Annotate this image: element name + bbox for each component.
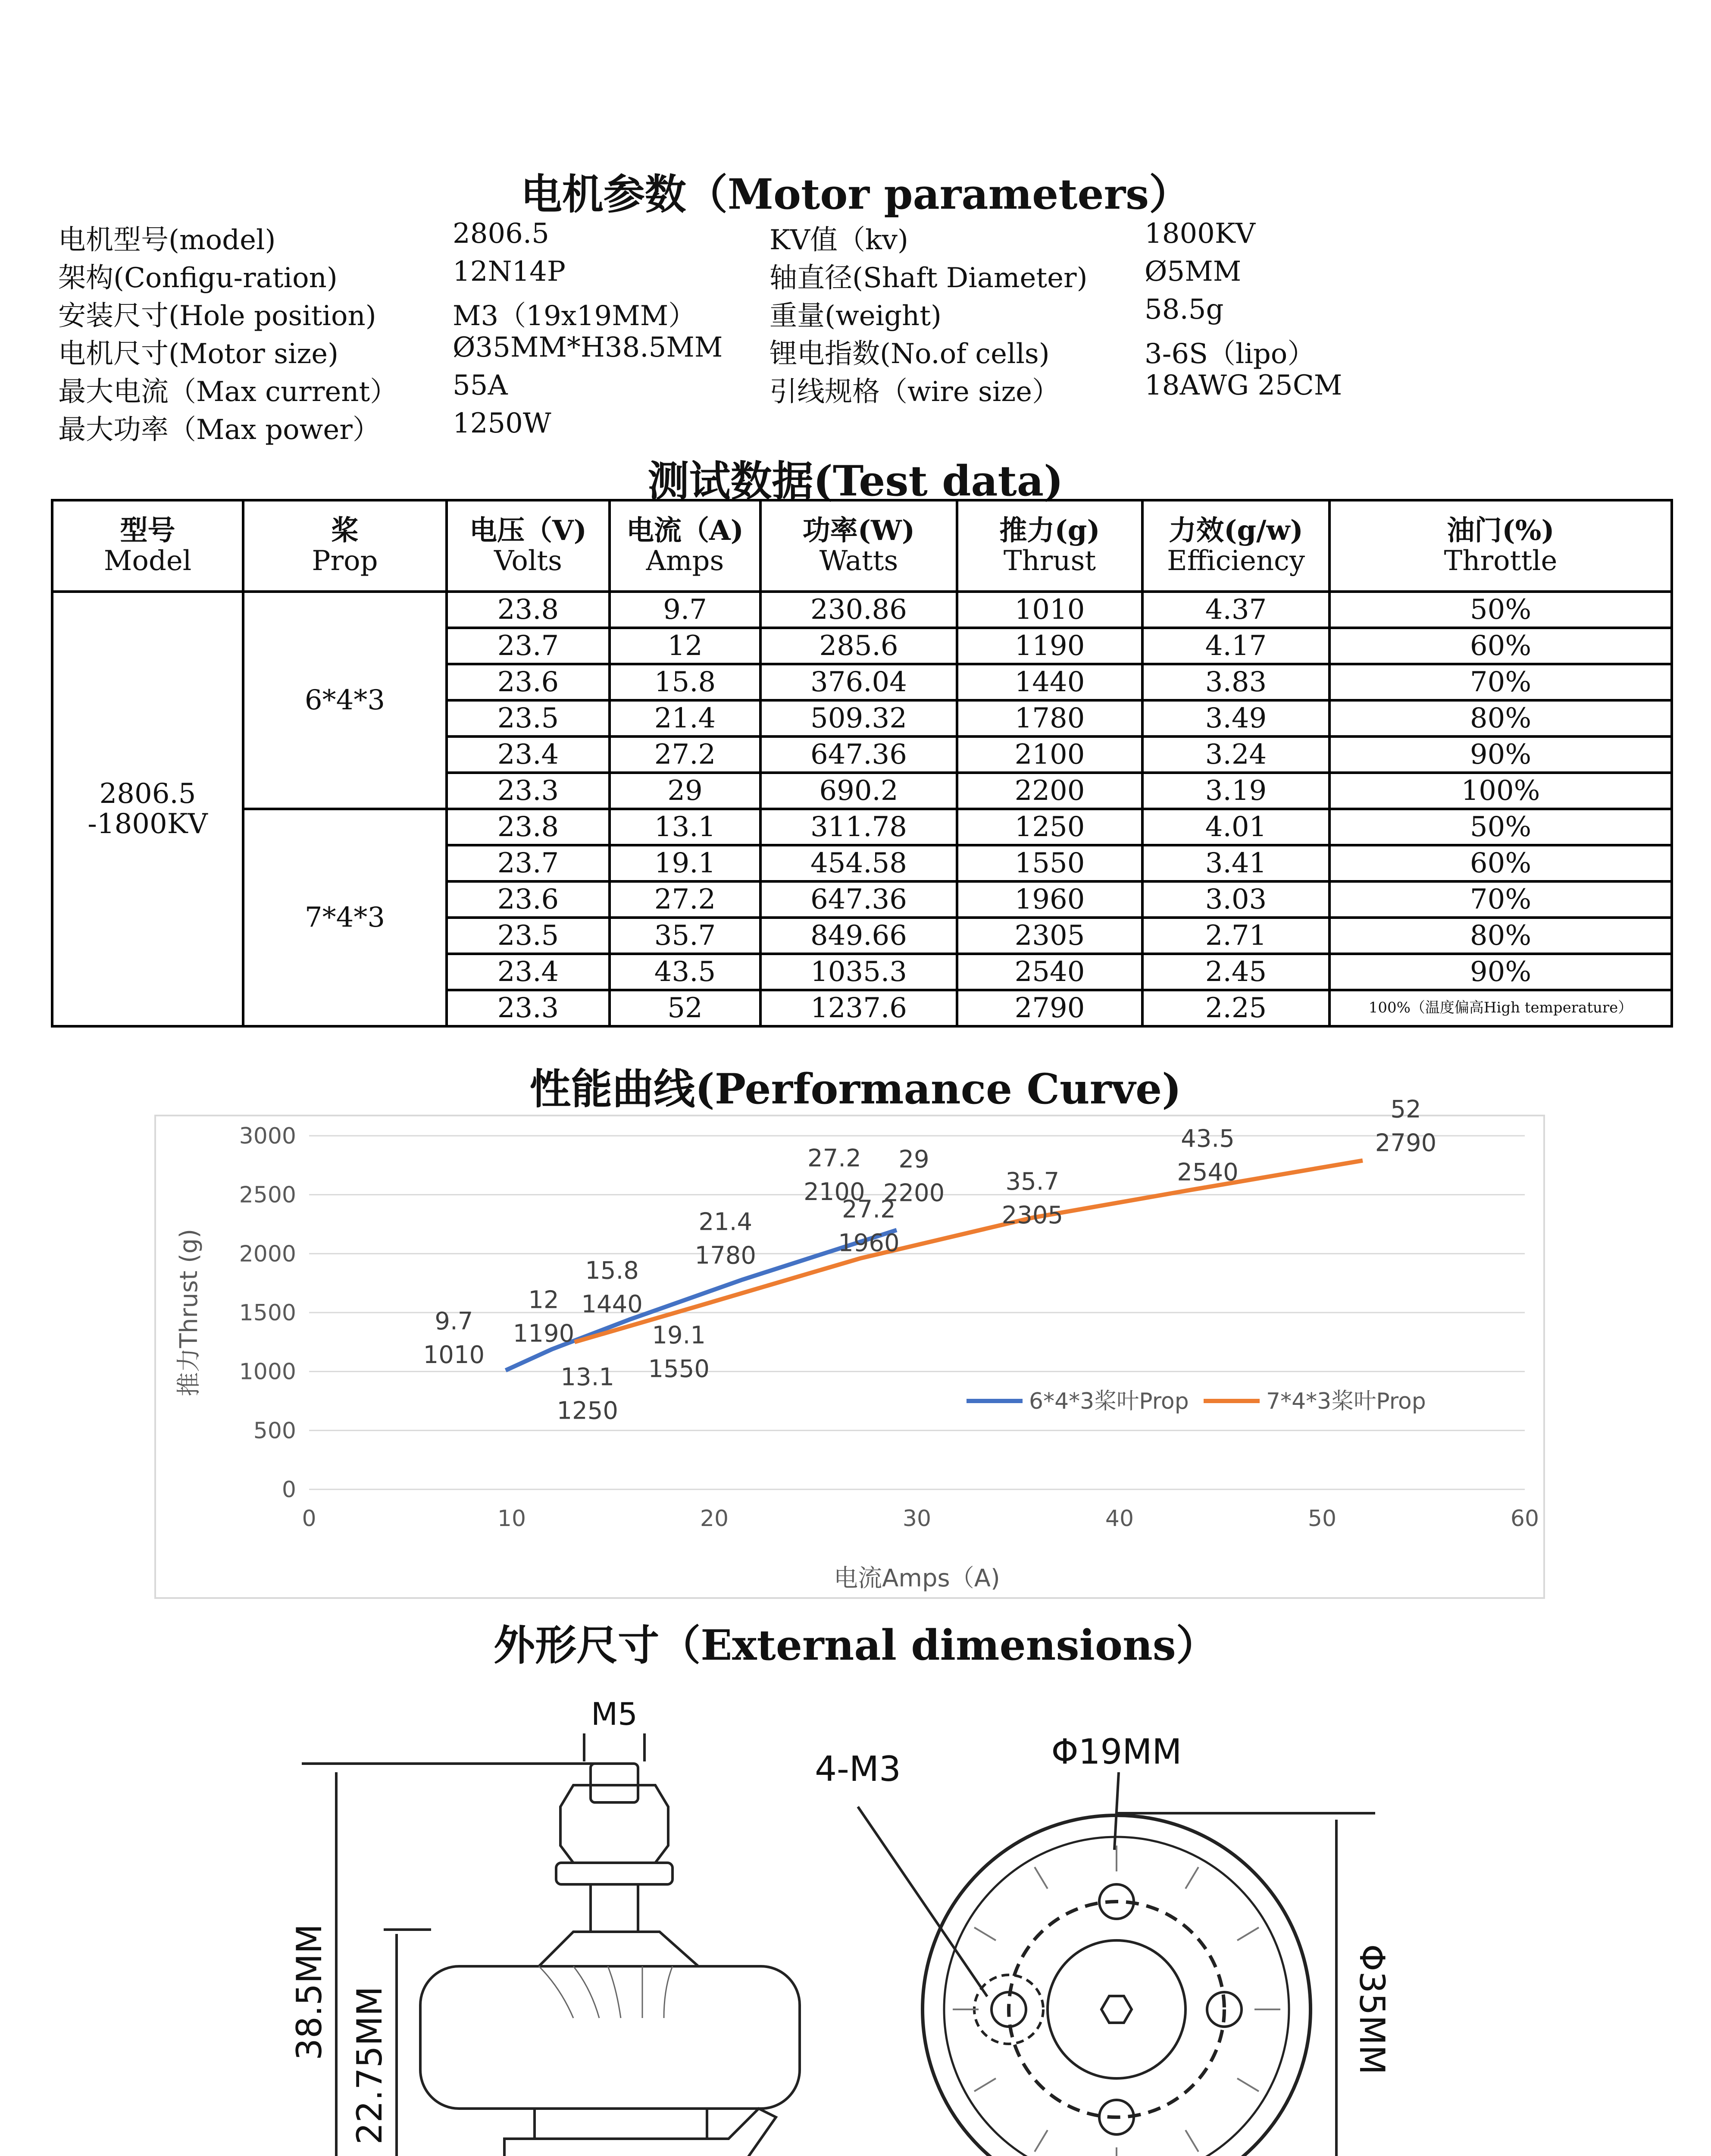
watts-cell: 647.36 [760, 736, 957, 773]
motor-side-view-fins [539, 1966, 673, 2018]
diameter-label: Φ35MM [1352, 1944, 1392, 2075]
data-label-thrust: 1960 [838, 1229, 900, 1257]
shaft-hex [1101, 1996, 1132, 2023]
param-row [58, 256, 1675, 294]
stator-windings [953, 1846, 1280, 2156]
thrust-cell: 2100 [957, 736, 1142, 773]
test-data-table [51, 499, 1673, 1028]
motor-bottom-view [858, 1772, 1375, 2156]
bell-top [539, 1932, 698, 1966]
amps-cell: 27.2 [610, 736, 760, 773]
x-tick-label: 30 [902, 1506, 932, 1532]
param-row [58, 332, 1675, 370]
thrust-cell: 1550 [957, 845, 1142, 881]
data-label-thrust: 2540 [1177, 1158, 1239, 1187]
y-tick-label: 2000 [239, 1241, 296, 1267]
amps-cell: 29 [610, 773, 760, 809]
volts-cell: 23.3 [447, 990, 610, 1026]
throttle-cell: 50% [1329, 592, 1672, 628]
y-tick-label: 2500 [239, 1182, 296, 1208]
volts-cell: 23.7 [447, 845, 610, 881]
data-label-amps: 27.2 [807, 1144, 861, 1172]
data-label-thrust: 2305 [1001, 1201, 1064, 1229]
data-label-thrust: 1010 [423, 1341, 485, 1369]
throttle-cell: 70% [1329, 664, 1672, 700]
volts-cell: 23.5 [447, 918, 610, 954]
efficiency-cell: 4.37 [1142, 592, 1329, 628]
efficiency-cell: 3.24 [1142, 736, 1329, 773]
throttle-cell: 90% [1329, 736, 1672, 773]
watts-cell: 1035.3 [760, 954, 957, 990]
header-efficiency: 力效(g/w) Efficiency [1142, 500, 1329, 592]
param-label: 架构(Configu-ration) [58, 262, 338, 294]
legend-label: 6*4*3桨叶Prop [1029, 1388, 1189, 1414]
watts-cell: 849.66 [760, 918, 957, 954]
watts-cell: 509.32 [760, 700, 957, 736]
param-value: 2806.5 [453, 218, 549, 250]
header-volts: 电压（V) Volts [447, 500, 610, 592]
holes-label: 4-M3 [815, 1749, 901, 1789]
efficiency-cell: 3.83 [1142, 664, 1329, 700]
efficiency-cell: 2.25 [1142, 990, 1329, 1026]
test-data-title: 测试数据(Test data) [647, 457, 1064, 505]
m5-label: M5 [591, 1696, 638, 1732]
performance-curve-title: 性能曲线(Performance Curve) [529, 1065, 1182, 1113]
y-tick-label: 500 [253, 1418, 296, 1444]
param-value: 1800KV [1145, 218, 1255, 250]
data-label-amps: 9.7 [435, 1307, 473, 1335]
prop-cell: 7*4*3 [243, 809, 447, 1026]
thrust-cell: 1440 [957, 664, 1142, 700]
data-label-amps: 15.8 [585, 1257, 639, 1285]
param-label: 电机型号(model) [58, 224, 276, 256]
param-label: 电机尺寸(Motor size) [58, 338, 339, 370]
table-row [52, 809, 1672, 845]
height-total-label: 38.5MM [289, 1924, 329, 2061]
data-label-thrust: 1190 [513, 1319, 575, 1348]
data-label-thrust: 2200 [883, 1179, 945, 1207]
thrust-cell: 1250 [957, 809, 1142, 845]
param-value: 55A [453, 370, 508, 401]
param-label: 安装尺寸(Hole position) [58, 300, 376, 332]
param-value: Ø5MM [1145, 256, 1242, 288]
header-watts: 功率(W) Watts [760, 500, 957, 592]
amps-cell: 52 [610, 990, 760, 1026]
efficiency-cell: 3.41 [1142, 845, 1329, 881]
throttle-cell: 60% [1329, 845, 1672, 881]
hole-spacing-label: Φ19MM [1051, 1732, 1182, 1772]
param-label: 最大功率（Max power） [58, 414, 380, 446]
data-label-thrust: 2100 [804, 1178, 865, 1206]
thrust-cell: 2790 [957, 990, 1142, 1026]
volts-cell: 23.4 [447, 736, 610, 773]
table-header-row [52, 500, 1672, 592]
throttle-cell: 70% [1329, 881, 1672, 918]
x-tick-label: 10 [497, 1506, 526, 1532]
param-label: 重量(weight) [769, 300, 942, 332]
watts-cell: 1237.6 [760, 990, 957, 1026]
series-line [575, 1160, 1363, 1342]
data-label-amps: 35.7 [1005, 1167, 1060, 1196]
amps-cell: 15.8 [610, 664, 760, 700]
watts-cell: 311.78 [760, 809, 957, 845]
param-row [58, 370, 1675, 407]
watts-cell: 285.6 [760, 628, 957, 664]
amps-cell: 9.7 [610, 592, 760, 628]
efficiency-cell: 2.71 [1142, 918, 1329, 954]
data-label-amps: 29 [898, 1145, 929, 1174]
data-label-thrust: 1780 [694, 1241, 757, 1270]
volts-cell: 23.4 [447, 954, 610, 990]
y-tick-label: 0 [282, 1477, 296, 1503]
param-label: 锂电指数(No.of cells) [769, 338, 1050, 370]
volts-cell: 23.6 [447, 664, 610, 700]
x-tick-label: 20 [700, 1506, 729, 1532]
data-label-amps: 19.1 [652, 1321, 706, 1350]
data-label-thrust: 2790 [1375, 1129, 1437, 1157]
prop-nut [560, 1785, 668, 1863]
header-amps: 电流（A) Amps [610, 500, 760, 592]
x-axis-label: 电流Amps（A) [834, 1564, 1000, 1592]
data-label-amps: 52 [1390, 1095, 1421, 1124]
header-model: 型号 Model [52, 500, 243, 592]
hole-circle [1009, 1902, 1224, 2117]
prop-cell: 6*4*3 [243, 592, 447, 809]
motor-bell [420, 1966, 800, 2109]
data-label-amps: 13.1 [560, 1363, 615, 1391]
watts-cell: 454.58 [760, 845, 957, 881]
thrust-cell: 1190 [957, 628, 1142, 664]
param-row [58, 294, 1675, 332]
thrust-cell: 2200 [957, 773, 1142, 809]
data-label-amps: 27.2 [842, 1195, 896, 1224]
thrust-cell: 1780 [957, 700, 1142, 736]
test-data-table-wrap [51, 499, 1670, 1028]
header-prop: 桨 Prop [243, 500, 447, 592]
x-tick-label: 60 [1510, 1506, 1539, 1532]
performance-chart [154, 1095, 1545, 1599]
amps-cell: 27.2 [610, 881, 760, 918]
amps-cell: 12 [610, 628, 760, 664]
thrust-cell: 1960 [957, 881, 1142, 918]
amps-cell: 35.7 [610, 918, 760, 954]
volts-cell: 23.3 [447, 773, 610, 809]
y-axis-label: 推力Thrust (g) [175, 1228, 203, 1397]
param-label: 最大电流（Max current） [58, 376, 398, 408]
watts-cell: 376.04 [760, 664, 957, 700]
throttle-cell: 90% [1329, 954, 1672, 990]
throttle-cell: 100%（温度偏高High temperature） [1329, 990, 1672, 1026]
efficiency-cell: 2.45 [1142, 954, 1329, 990]
motor-mount [504, 2109, 776, 2156]
legend-label: 7*4*3桨叶Prop [1266, 1388, 1426, 1414]
param-value: 58.5g [1145, 294, 1224, 326]
thrust-cell: 2540 [957, 954, 1142, 990]
volts-cell: 23.6 [447, 881, 610, 918]
param-row [58, 407, 1675, 445]
table-row [52, 592, 1672, 628]
throttle-cell: 60% [1329, 628, 1672, 664]
throttle-cell: 80% [1329, 700, 1672, 736]
y-tick-label: 1000 [239, 1359, 296, 1385]
volts-cell: 23.8 [447, 592, 610, 628]
volts-cell: 23.5 [447, 700, 610, 736]
thrust-cell: 2305 [957, 918, 1142, 954]
x-tick-label: 40 [1105, 1506, 1134, 1532]
efficiency-cell: 3.19 [1142, 773, 1329, 809]
header-thrust: 推力(g) Thrust [957, 500, 1142, 592]
param-value: Ø35MM*H38.5MM [453, 332, 723, 364]
motor-parameters-title: 电机参数（Motor parameters） [520, 170, 1191, 219]
amps-cell: 19.1 [610, 845, 760, 881]
thrust-cell: 1010 [957, 592, 1142, 628]
data-label-amps: 21.4 [698, 1208, 753, 1236]
param-label: KV值（kv) [769, 224, 908, 256]
param-value: M3（19x19MM） [453, 300, 696, 332]
throttle-cell: 80% [1329, 918, 1672, 954]
amps-cell: 21.4 [610, 700, 760, 736]
height-body-label: 22.75MM [350, 1986, 390, 2145]
y-tick-label: 3000 [239, 1123, 296, 1149]
watts-cell: 690.2 [760, 773, 957, 809]
param-row [58, 218, 1675, 256]
data-label-thrust: 1250 [557, 1397, 618, 1425]
stator-base [535, 2109, 707, 2139]
shaft [591, 1764, 638, 1802]
watts-cell: 647.36 [760, 881, 957, 918]
efficiency-cell: 3.49 [1142, 700, 1329, 736]
volts-cell: 23.7 [447, 628, 610, 664]
efficiency-cell: 4.01 [1142, 809, 1329, 845]
throttle-cell: 50% [1329, 809, 1672, 845]
header-throttle: 油门(%) Throttle [1329, 500, 1672, 592]
y-tick-label: 1500 [239, 1300, 296, 1326]
amps-cell: 13.1 [610, 809, 760, 845]
data-label-amps: 12 [528, 1286, 559, 1314]
data-label-thrust: 1440 [581, 1290, 643, 1319]
param-value: 3-6S（lipo） [1145, 338, 1315, 370]
washer [556, 1863, 673, 1884]
param-label: 引线规格（wire size） [769, 376, 1060, 408]
amps-cell: 43.5 [610, 954, 760, 990]
param-value: 12N14P [453, 256, 566, 288]
efficiency-cell: 4.17 [1142, 628, 1329, 664]
throttle-cell: 100% [1329, 773, 1672, 809]
shaft-collar [591, 1884, 638, 1932]
data-label-amps: 43.5 [1181, 1125, 1235, 1153]
data-label-thrust: 1550 [648, 1355, 710, 1383]
param-value: 18AWG 25CM [1145, 370, 1342, 401]
dimensions-svg [0, 1664, 1711, 2156]
volts-cell: 23.8 [447, 809, 610, 845]
external-dimensions-drawing [0, 1664, 1711, 2156]
param-value: 1250W [453, 407, 551, 439]
x-tick-label: 0 [302, 1506, 316, 1532]
model-cell: 2806.5 -1800KV [52, 592, 243, 1026]
efficiency-cell: 3.03 [1142, 881, 1329, 918]
x-tick-label: 50 [1307, 1506, 1337, 1532]
performance-chart-svg [156, 1095, 1543, 1597]
watts-cell: 230.86 [760, 592, 957, 628]
external-dimensions-title: 外形尺寸（External dimensions） [494, 1621, 1217, 1670]
param-label: 轴直径(Shaft Diameter) [769, 262, 1088, 294]
